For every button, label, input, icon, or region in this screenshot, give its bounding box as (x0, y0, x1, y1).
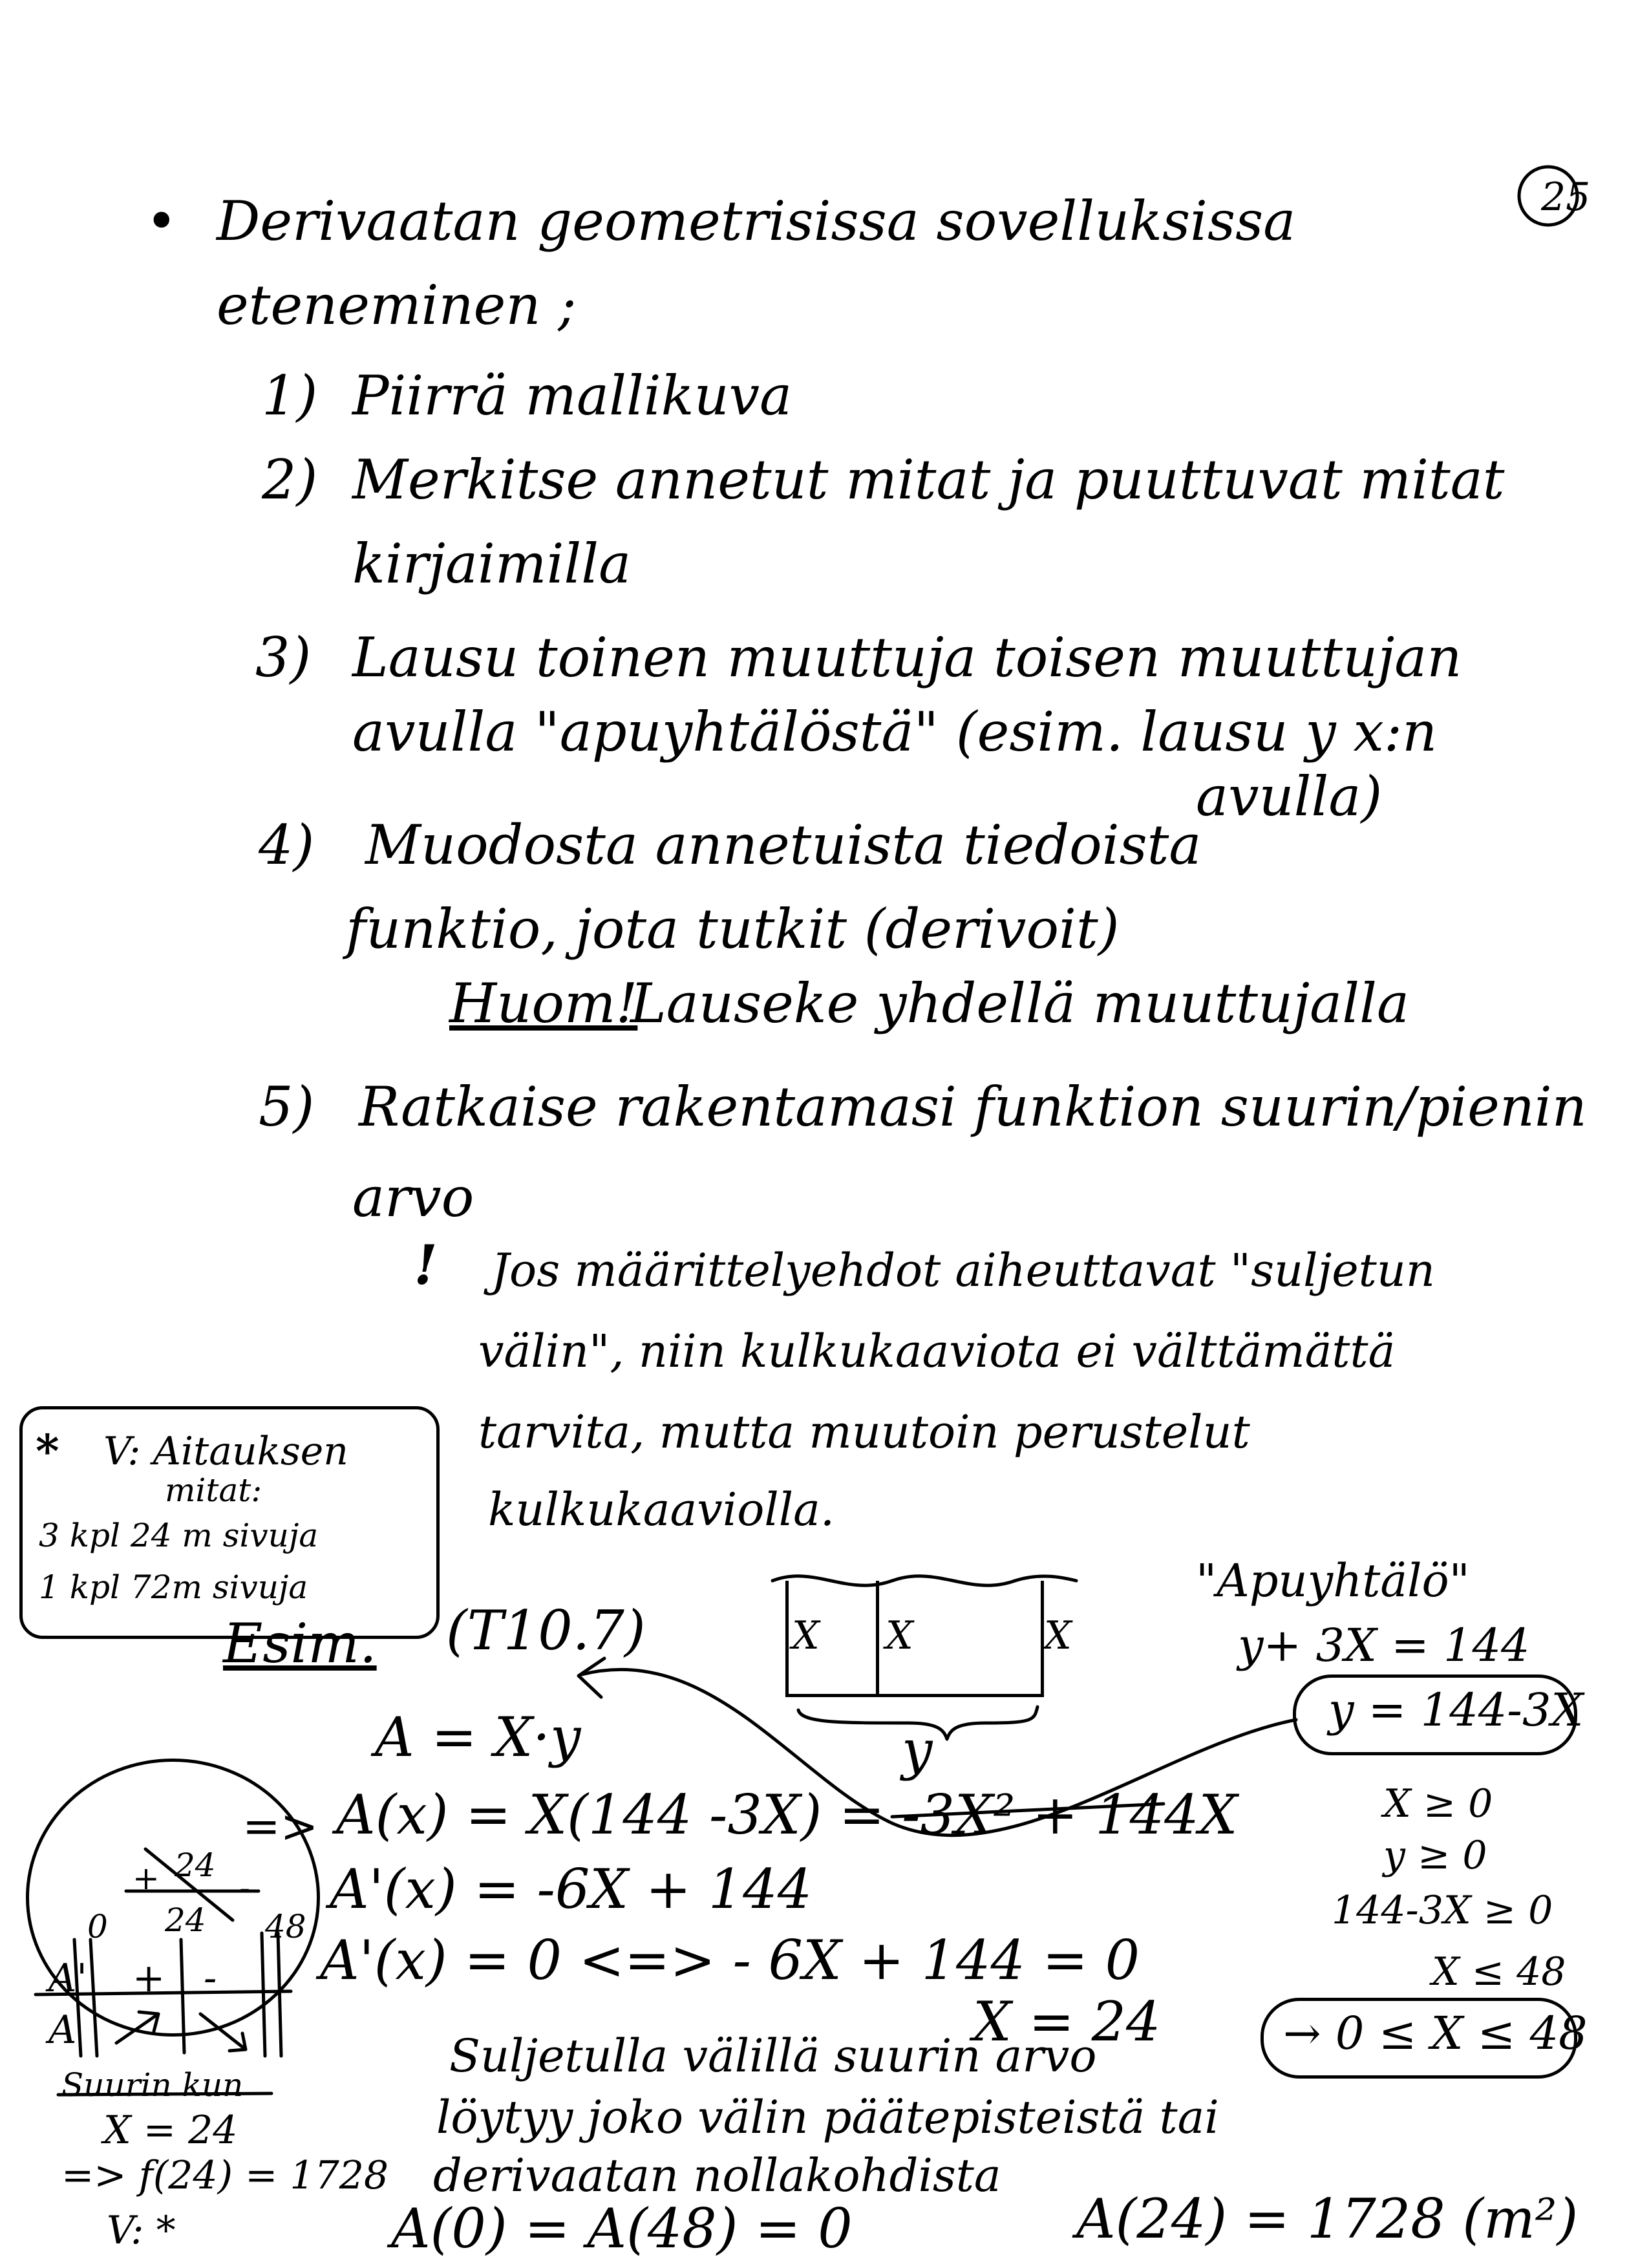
step-4-note-label: Huom! (449, 972, 638, 1035)
step-4-line-1: Muodosta annetuista tiedoista (365, 813, 1202, 877)
page-number: 25 (1541, 175, 1591, 220)
sign-row-1-label: A' (48, 1956, 87, 2001)
sign-top-minus: - (239, 1869, 250, 1907)
sign-max-text: Suurin kun (61, 2066, 244, 2104)
step-1-number: 1) (262, 364, 318, 427)
aux-eq-2: y = 144-3X (1328, 1684, 1584, 1737)
sign-bar-left-1 (74, 1940, 81, 2056)
sign-decreasing-line (145, 1846, 233, 1920)
sign-bar-left-2 (90, 1940, 97, 2056)
fence-label-x3: X (1044, 1613, 1072, 1658)
answer-line-1: V: Aitauksen (103, 1429, 348, 1474)
step-5-line-2: arvo (352, 1166, 474, 1229)
step-2-line-1: Merkitse annetut mitat ja puuttuvat mitat (352, 448, 1505, 511)
example-ref: (T10.7) (446, 1599, 646, 1662)
condition-3: 144-3X ≥ 0 (1332, 1888, 1553, 1933)
step-3-line-1: Lausu toinen muuttuja toisen muuttujan (352, 626, 1462, 689)
answer-line-4: 1 kpl 72m sivuja (39, 1568, 308, 1606)
sign-bar-right-2 (278, 1933, 281, 2056)
fence-label-x1: X (792, 1613, 820, 1658)
fence-y-brace (798, 1707, 1037, 1739)
step-2-line-2: kirjaimilla (352, 532, 632, 595)
step-1-text: Piirrä mallikuva (352, 364, 793, 427)
sign-label-24: 24 (165, 1901, 206, 1939)
sign-bar-right-1 (262, 1933, 265, 2056)
fence-wavy-top (772, 1576, 1076, 1585)
sign-max-f: => f(24) = 1728 (61, 2153, 389, 2198)
condition-2: y ≥ 0 (1383, 1833, 1487, 1878)
step-3-number: 3) (255, 626, 312, 689)
aux-title: "Apuyhtälö" (1196, 1554, 1470, 1607)
sign-decreasing-arrow (200, 2014, 246, 2051)
condition-result: → 0 ≤ X ≤ 48 (1283, 2007, 1588, 2060)
sign-label-48: 48 (265, 1908, 306, 1945)
sign-row-1-minus: - (204, 1956, 217, 2001)
step-5-number: 5) (259, 1075, 315, 1139)
bullet: • (145, 189, 178, 253)
answer-line-3: 3 kpl 24 m sivuja (39, 1517, 319, 1554)
sign-row-separator (36, 1991, 291, 1995)
step-4-note: Lauseke yhdellä muuttujalla (630, 972, 1410, 1035)
sign-row-2-label: A (48, 2007, 77, 2053)
sign-label-0: 0 (87, 1908, 108, 1945)
note-line-4: kulkukaaviolla. (488, 1483, 835, 1536)
final-answer: V: * (107, 2208, 176, 2253)
page-number-circle (1519, 167, 1577, 225)
eq-derivative: A'(x) = -6X + 144 (330, 1857, 813, 1921)
note-mark: ! (414, 1233, 438, 1297)
sign-increasing-arrow (116, 2012, 158, 2043)
aux-eq-1: y+ 3X = 144 (1238, 1619, 1530, 1672)
endpoint-values: A(0) = A(48) = 0 (391, 2197, 853, 2260)
step-3-line-3: avulla) (1196, 765, 1383, 828)
condition-1: X ≥ 0 (1383, 1781, 1493, 1826)
sign-max-underline (58, 2093, 271, 2095)
example-label: Esim. (223, 1612, 377, 1675)
answer-line-2: mitat: (165, 1471, 262, 1509)
sign-top-plus: + (133, 1859, 160, 1897)
sign-top-24: 24 (175, 1846, 216, 1884)
eq-area-function: A(x) = X(144 -3X) = -3X² + 144X (336, 1783, 1238, 1846)
substitution-arrow (582, 1669, 1296, 1835)
closed-line-3: derivaatan nollakohdista (433, 2149, 1001, 2202)
eq-x-solution: X = 24 (973, 1990, 1161, 2053)
sign-bar-middle (181, 1940, 184, 2053)
intro-line-1: Derivaatan geometrisissa sovelluksissa (217, 189, 1296, 253)
step-4-line-2: funktio, jota tutkit (derivoit) (346, 897, 1120, 961)
eq-implies-arrow: => (242, 1800, 319, 1853)
condition-4: X ≤ 48 (1432, 1949, 1566, 1995)
step-2-number: 2) (262, 448, 318, 511)
note-line-1: Jos määrittelyehdot aiheuttavat "suljetun (491, 1244, 1435, 1297)
strike-through (892, 1804, 1164, 1817)
max-value: A(24) = 1728 (m²) (1076, 2187, 1579, 2251)
step-4-number: 4) (259, 813, 315, 877)
substitution-arrowhead (579, 1658, 604, 1697)
eq-area: A = X·y (375, 1706, 581, 1769)
step-3-line-2: avulla "apuyhtälöstä" (esim. lausu y x:n (352, 700, 1438, 764)
eq-derivative-zero: A'(x) = 0 <=> - 6X + 144 = 0 (320, 1929, 1140, 1992)
closed-line-1: Suljetulla välillä suurin arvo (449, 2029, 1097, 2082)
sign-row-1-plus: + (133, 1956, 165, 2001)
answer-star: * (36, 1424, 59, 1478)
sign-max-x: X = 24 (103, 2108, 238, 2153)
intro-line-2: eteneminen ; (217, 273, 577, 337)
closed-line-2: löytyy joko välin päätepisteistä tai (436, 2091, 1219, 2144)
fence-label-x2: X (886, 1613, 913, 1658)
note-line-2: välin", niin kulkukaaviota ei välttämättä (478, 1325, 1396, 1378)
fence-label-y: y (902, 1718, 933, 1782)
note-line-3: tarvita, mutta muutoin perustelut (478, 1406, 1250, 1459)
step-5-line-1: Ratkaise rakentamasi funktion suurin/pienin (359, 1075, 1587, 1139)
